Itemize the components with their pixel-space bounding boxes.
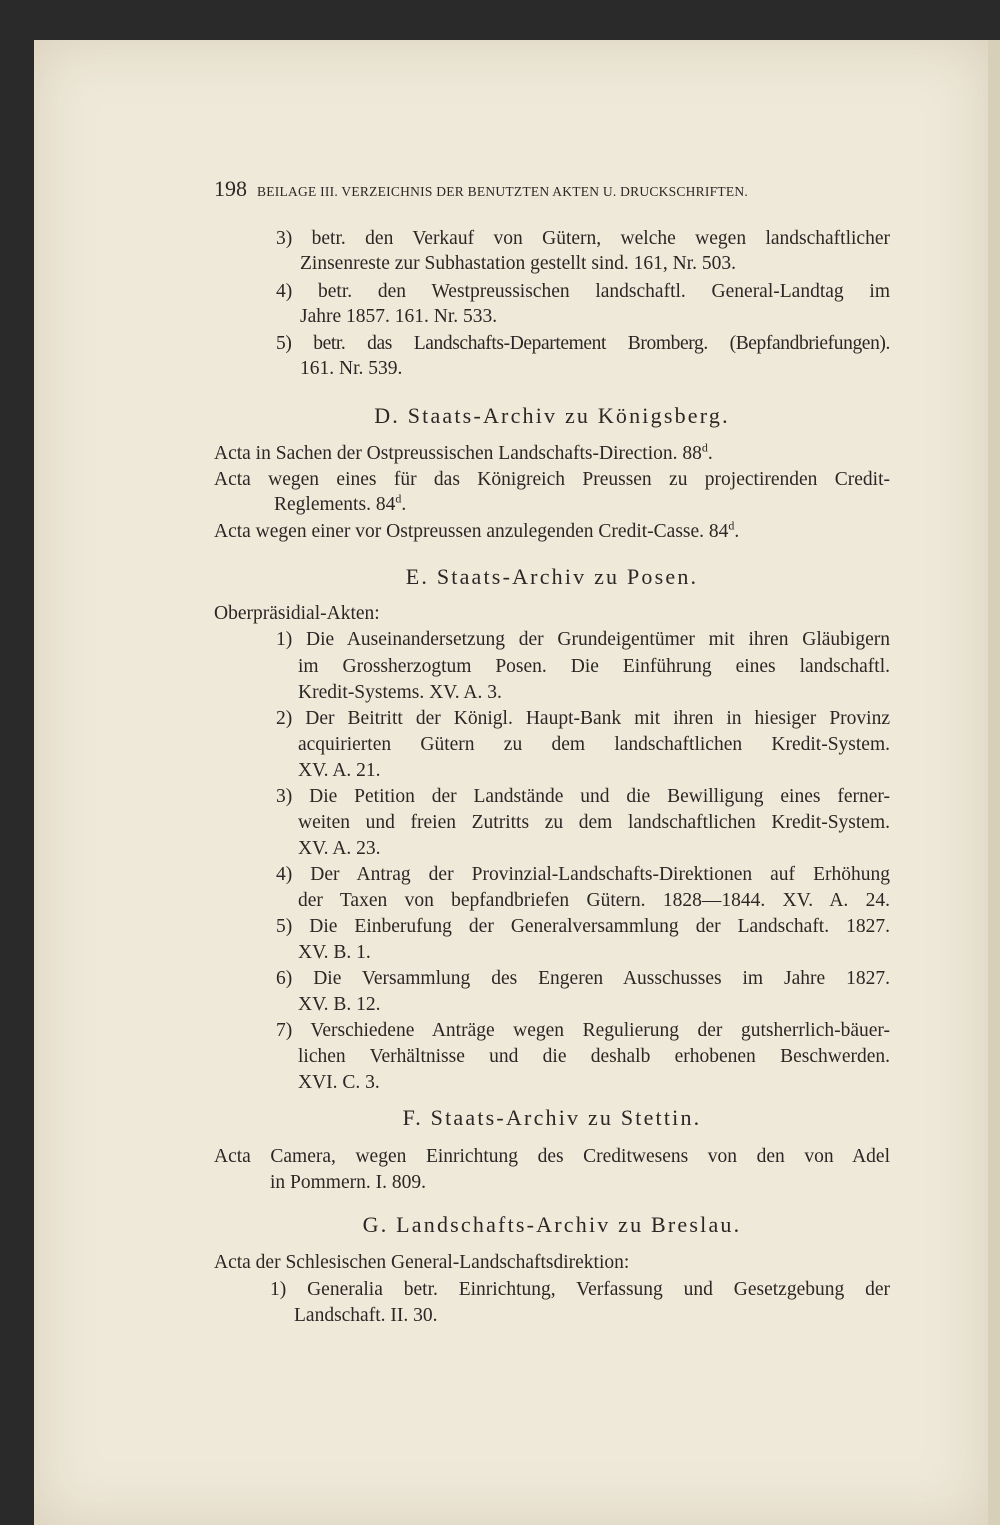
d-entry-2-line-1: Acta wegen eines für das Königreich Preussen zu projectirenden Credit- xyxy=(214,469,890,490)
heading-d: D. Staats-Archiv zu Königsberg. xyxy=(374,403,730,428)
e-line-10: 4) Der Antrag der Provinzial-Landschafts-Direktionen auf Erhöhung xyxy=(276,864,890,885)
d-entry-1: Acta in Sachen der Ostpreussischen Landschafts-Direction. 88$^d$. xyxy=(214,440,713,464)
e-line-1: 1) Die Auseinandersetzung der Grundeigentümer mit ihren Gläubigern xyxy=(276,629,890,650)
d-entry-2-line-2: Reglements. 84$^d$. xyxy=(274,491,407,515)
e-line-12: 5) Die Einberufung der Generalversammlung der Landschaft. 1827. xyxy=(276,916,890,937)
e-line-2: im Grossherzogtum Posen. Die Einführung eines landschaftl. xyxy=(298,656,890,677)
c-item-5-line-1: 5) betr. das Landschafts-Departement Bromberg. (Bepfandbriefungen). xyxy=(276,333,890,354)
g-line-1: 1) Generalia betr. Einrichtung, Verfassung und Gesetzgebung der xyxy=(270,1279,890,1300)
page-header xyxy=(214,176,890,202)
page-edge xyxy=(988,40,1000,1525)
e-line-3: Kredit-Systems. XV. A. 3. xyxy=(298,682,502,703)
running-title: BEILAGE III. VERZEICHNIS DER BENUTZTEN AKTEN U. DRUCKSCHRIFTEN. xyxy=(257,184,748,199)
e-line-5: acquirierten Gütern zu dem landschaftlichen Kredit-System. xyxy=(298,734,890,755)
e-line-15: XV. B. 12. xyxy=(298,994,381,1015)
e-line-11: der Taxen von bepfandbriefen Gütern. 1828—1844. XV. A. 24. xyxy=(298,890,890,911)
e-line-13: XV. B. 1. xyxy=(298,942,371,963)
c-item-5-line-2: 161. Nr. 539. xyxy=(300,358,403,379)
e-line-4: 2) Der Beitritt der Königl. Haupt-Bank mit ihren in hiesiger Provinz xyxy=(276,708,890,729)
heading-f: F. Staats-Archiv zu Stettin. xyxy=(402,1105,702,1130)
e-intro: Oberpräsidial-Akten: xyxy=(214,603,380,624)
e-line-14: 6) Die Versammlung des Engeren Ausschusses im Jahre 1827. xyxy=(276,968,890,989)
f-line-2: in Pommern. I. 809. xyxy=(270,1172,426,1193)
c-item-4-line-2: Jahre 1857. 161. Nr. 533. xyxy=(300,306,498,327)
c-item-4-line-1: 4) betr. den Westpreussischen landschaftl. General-Landtag im xyxy=(276,281,890,302)
page-number: 198 xyxy=(214,176,247,201)
c-item-3-line-1: 3) betr. den Verkauf von Gütern, welche wegen landschaftlicher xyxy=(276,228,890,249)
g-intro: Acta der Schlesischen General-Landschaftsdirektion: xyxy=(214,1252,630,1273)
heading-g: G. Landschafts-Archiv zu Breslau. xyxy=(362,1212,742,1237)
e-line-7: 3) Die Petition der Landstände und die Bewilligung eines ferner- xyxy=(276,786,890,807)
c-item-3-line-2: Zinsenreste zur Subhastation gestellt sind. 161, Nr. 503. xyxy=(300,253,736,274)
f-line-1: Acta Camera, wegen Einrichtung des Creditwesens von den von Adel xyxy=(214,1146,890,1167)
e-line-18: XVI. C. 3. xyxy=(298,1072,380,1093)
e-line-6: XV. A. 21. xyxy=(298,760,381,781)
g-line-2: Landschaft. II. 30. xyxy=(294,1305,438,1326)
e-line-8: weiten und freien Zutritts zu dem landschaftlichen Kredit-System. xyxy=(298,812,890,833)
e-line-16: 7) Verschiedene Anträge wegen Regulierung der gutsherrlich-bäuer- xyxy=(276,1020,890,1041)
heading-e: E. Staats-Archiv zu Posen. xyxy=(405,564,699,589)
e-line-17: lichen Verhältnisse und die deshalb erhobenen Beschwerden. xyxy=(298,1046,890,1067)
e-line-9: XV. A. 23. xyxy=(298,838,381,859)
d-entry-3: Acta wegen einer vor Ostpreussen anzulegenden Credit-Casse. 84$^d$. xyxy=(214,518,740,542)
